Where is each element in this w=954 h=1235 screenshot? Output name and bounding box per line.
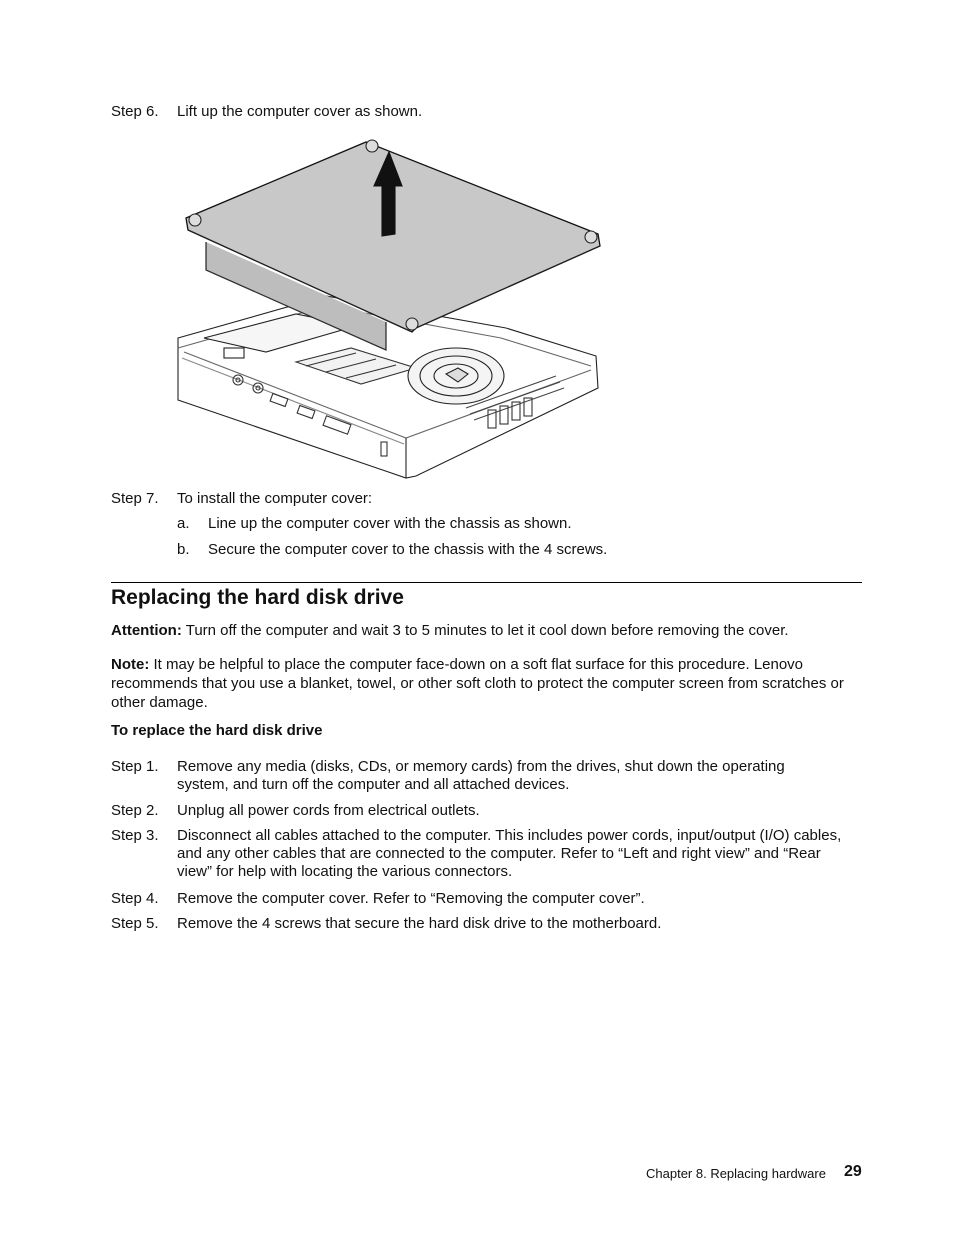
cover-foot <box>189 214 201 226</box>
footer-chapter: Chapter 8. Replacing hardware <box>646 1166 826 1181</box>
attention-paragraph <box>111 621 866 640</box>
step-3-label: Step 3. <box>111 827 159 844</box>
cover-foot <box>366 140 378 152</box>
note-label: Note: <box>111 656 150 673</box>
step-7-text: To install the computer cover: <box>177 490 373 507</box>
step-7-label: Step 7. <box>111 490 159 507</box>
attention-label: Attention: <box>111 622 182 639</box>
step-1-text: Remove any media (disks, CDs, or memory cards) from the drives, shut down the operating system, and turn off the computer and all attached devices. <box>177 758 785 793</box>
note-paragraph <box>111 655 866 712</box>
step-5-text: Remove the 4 screws that secure the hard disk drive to the motherboard. <box>177 915 662 932</box>
substep-b-label: b. <box>177 541 190 558</box>
section-title: Replacing the hard disk drive <box>111 586 404 609</box>
step-3-text: Disconnect all cables attached to the computer. This includes power cords, input/output (I/O) cables, and any other cables that are connected to the computer. Refer to “Left and right view” and “Rear view” for help with locating the various connectors. <box>177 827 842 880</box>
step-6-label: Step 6. <box>111 103 159 120</box>
cooling-fan <box>408 348 504 404</box>
substep-b-text: Secure the computer cover to the chassis with the 4 screws. <box>208 541 608 558</box>
page-number: 29 <box>844 1163 862 1180</box>
computer-cover-illustration <box>176 138 606 482</box>
step-4-text: Remove the computer cover. Refer to “Removing the computer cover”. <box>177 890 645 907</box>
substep-a-label: a. <box>177 515 190 532</box>
attention-text: Turn off the computer and wait 3 to 5 minutes to let it cool down before removing the cover. <box>181 622 789 639</box>
substep-a-text: Line up the computer cover with the chassis as shown. <box>208 515 572 532</box>
step-6-text: Lift up the computer cover as shown. <box>177 103 423 120</box>
cover-foot <box>585 231 597 243</box>
step-4-label: Step 4. <box>111 890 159 907</box>
procedure-title: To replace the hard disk drive <box>111 722 323 739</box>
step-2-text: Unplug all power cords from electrical outlets. <box>177 802 480 819</box>
note-text: It may be helpful to place the computer face-down on a soft flat surface for this procedure. Lenovo recommends that you use a blanket, towel, or other soft cloth to protect the computer screen from scratches or other damage. <box>111 656 844 711</box>
step-2-label: Step 2. <box>111 802 159 819</box>
step-5-label: Step 5. <box>111 915 159 932</box>
step-1-label: Step 1. <box>111 758 159 775</box>
section-divider <box>111 582 862 583</box>
cover-foot <box>406 318 418 330</box>
chassis-base <box>178 296 598 478</box>
